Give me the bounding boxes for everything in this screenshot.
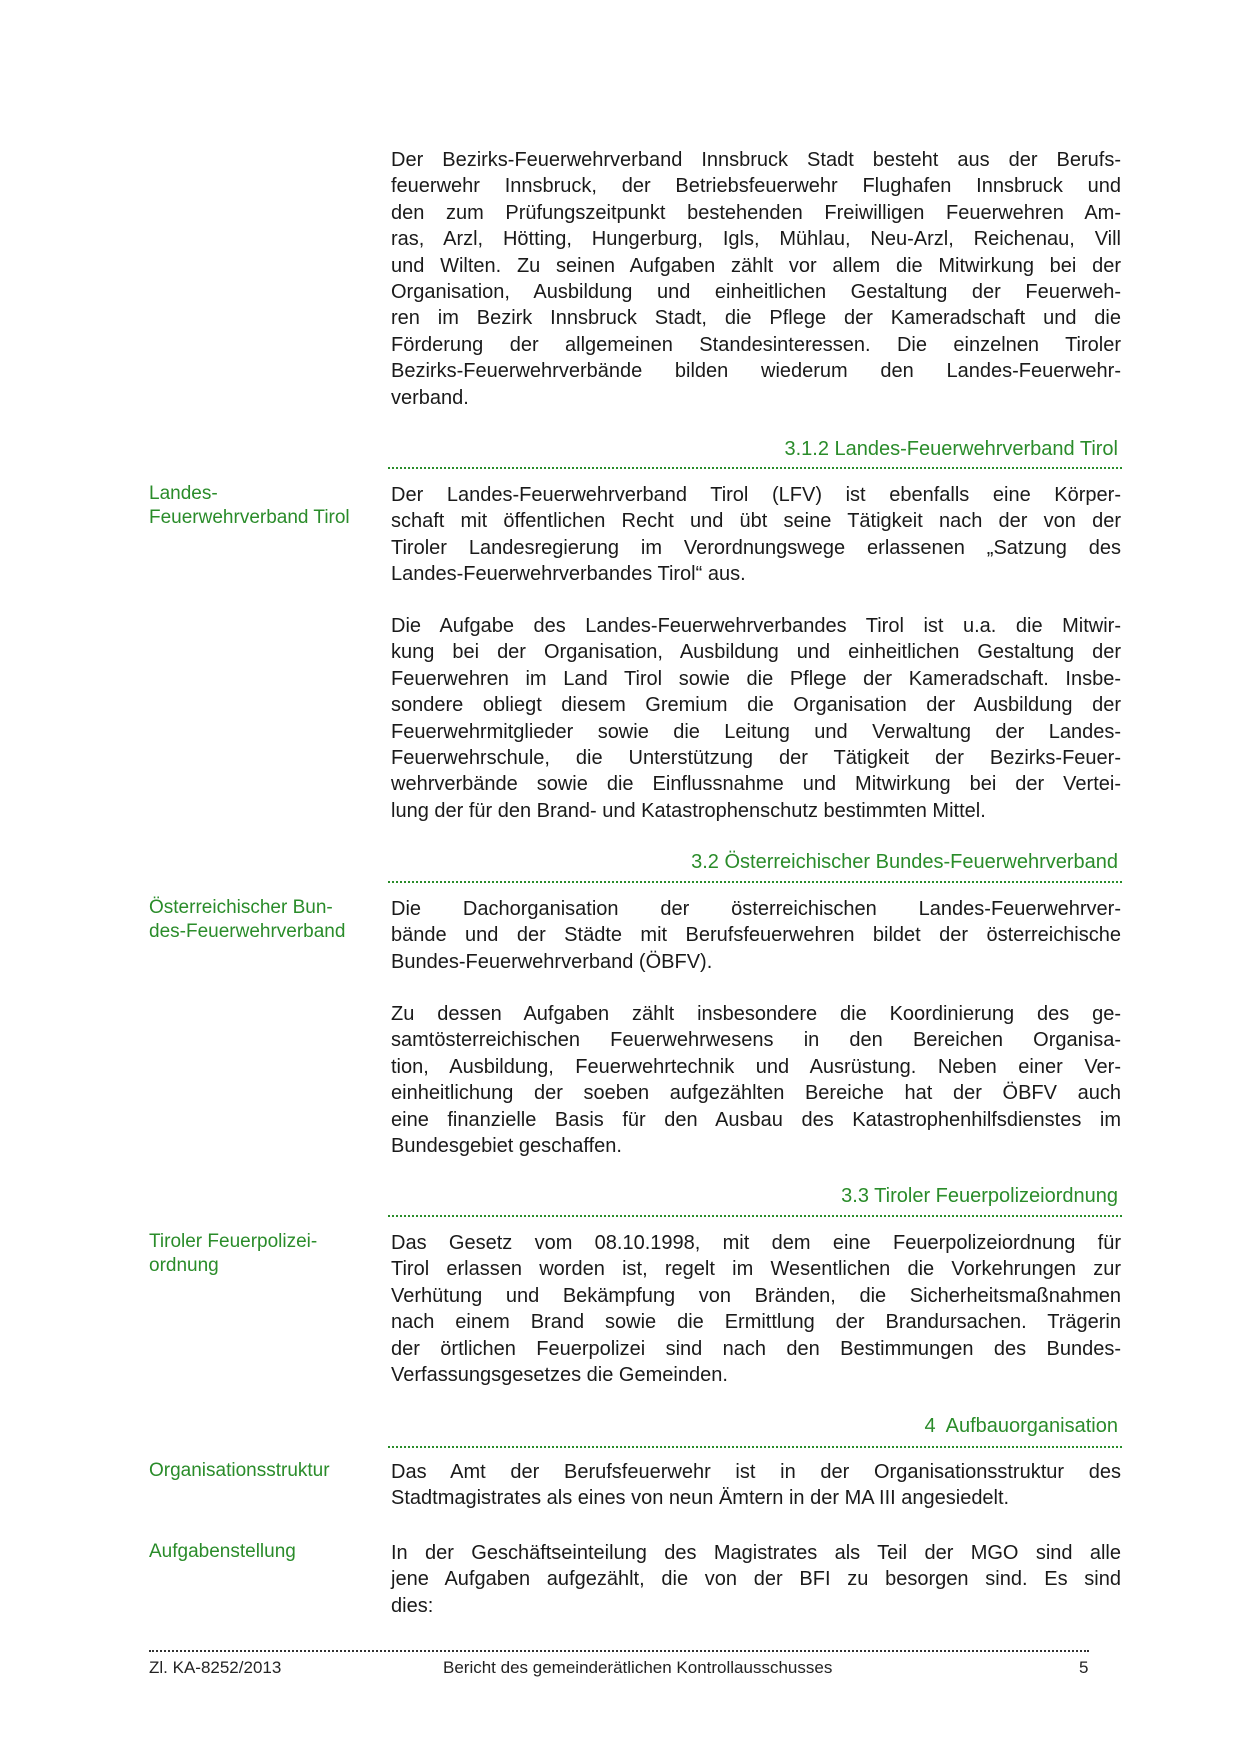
text-line: tion, Ausbildung, Feuerwehrtechnik und Ausrüstung. Neben einer Ver- [391,1055,1121,1078]
paragraph-aufgabenstellung [391,1540,1121,1619]
paragraph-lfv-aufgabe [391,613,1121,824]
heading-4: 4 Aufbauorganisation [924,1415,1118,1437]
margin-note-landes-feuerwehrverband [149,482,379,530]
text-line: Förderung der allgemeinen Standesinteressen. Die einzelnen Tiroler [391,333,1121,356]
margin-note-line: Landes- [149,483,218,504]
margin-note-line: des-Feuerwehrverband [149,921,346,942]
text-line: nach einem Brand sowie die Ermittlung der Brandursachen. Trägerin [391,1311,1121,1334]
page-number: 5 [1079,1658,1089,1677]
text-line: kung bei der Organisation, Ausbildung und einheitlichen Gestaltung der [391,641,1121,664]
text-line: wehrverbände sowie die Einflussnahme und Mitwirkung bei der Vertei- [391,773,1121,796]
text-line: einheitlichung der soeben aufgezählten Bereiche hat der ÖBFV auch [391,1082,1121,1105]
text-line: der örtlichen Feuerpolizei sind nach den Bestimmungen des Bundes- [391,1337,1121,1360]
text-line: schaft mit öffentlichen Recht und übt seine Tätigkeit nach der von der [391,510,1121,533]
margin-note-organisationsstruktur [149,1459,379,1483]
text-line: feuerwehr Innsbruck, der Betriebsfeuerwehr Flughafen Innsbruck und [391,175,1121,198]
text-line: Bezirks-Feuerwehrverbände bilden wiederum den Landes-Feuerwehr- [391,360,1121,383]
text-line: Bundesgebiet geschaffen. [391,1135,622,1158]
text-line: jene Aufgaben aufgezählt, die von der BFI zu besorgen sind. Es sind [391,1568,1121,1591]
text-line: Bundes-Feuerwehrverband (ÖBFV). [391,950,713,973]
text-line: lung der für den Brand- und Katastrophenschutz bestimmten Mittel. [391,799,986,822]
text-line: sondere obliegt diesem Gremium die Organisation der Ausbildung der [391,694,1121,717]
text-line: Die Aufgabe des Landes-Feuerwehrverbandes Tirol ist u.a. die Mitwir- [391,615,1121,637]
text-line: In der Geschäftseinteilung des Magistrates als Teil der MGO sind alle [391,1542,1121,1564]
text-line: Das Amt der Berufsfeuerwehr ist in der Organisationsstruktur des [391,1461,1121,1483]
text-line: und Wilten. Zu seinen Aufgaben zählt vor allem die Mitwirkung bei der [391,254,1121,277]
text-line: Feuerwehrschule, die Unterstützung der Tätigkeit der Bezirks-Feuer- [391,747,1121,770]
margin-note-line: Aufgabenstellung [149,1541,296,1562]
margin-note-line: Tiroler Feuerpolizei- [149,1231,318,1252]
margin-note-oebfv [149,896,379,944]
margin-note-aufgabenstellung [149,1540,379,1564]
text-line: dies: [391,1594,434,1617]
margin-note-line: Feuerwehrverband Tirol [149,507,350,528]
paragraph-lfv-intro [391,482,1121,588]
margin-note-line: Österreichischer Bun- [149,897,333,918]
text-line: Feuerwehren im Land Tirol sowie die Pflege der Kameradschaft. Insbe- [391,667,1121,690]
text-line: Der Landes-Feuerwehrverband Tirol (LFV) ist ebenfalls eine Körper- [391,484,1121,506]
footer-title: Bericht des gemeinderätlichen Kontrollausschusses [443,1658,833,1677]
text-line: Feuerwehrmitglieder sowie die Leitung und Verwaltung der Landes- [391,720,1121,743]
text-line: ren im Bezirk Innsbruck Stadt, die Pflege der Kameradschaft und die [391,307,1121,330]
text-line: Verfassungsgesetzes die Gemeinden. [391,1364,728,1387]
heading-3-3: 3.3 Tiroler Feuerpolizeiordnung [841,1185,1118,1207]
margin-note-line: Organisationsstruktur [149,1460,330,1481]
text-line: samtösterreichischen Feuerwehrwesens in den Bereichen Organisa- [391,1029,1121,1052]
paragraph-oebfv-intro [391,896,1121,975]
text-line: verband. [391,386,469,409]
text-line: Der Bezirks-Feuerwehrverband Innsbruck Stadt besteht aus der Berufs- [391,149,1121,171]
paragraph-feuerpolizeiordnung [391,1230,1121,1388]
heading-divider [388,881,1122,883]
text-line: Verhütung und Bekämpfung von Bränden, die Sicherheitsmaßnahmen [391,1284,1121,1307]
text-line: ras, Arzl, Hötting, Hungerburg, Igls, Mühlau, Neu-Arzl, Reichenau, Vill [391,228,1121,251]
margin-note-feuerpolizeiordnung [149,1230,379,1278]
paragraph-organisationsstruktur [391,1459,1121,1512]
footer-reference: Zl. KA-8252/2013 [149,1658,282,1677]
heading-divider [388,1215,1122,1217]
text-line: Zu dessen Aufgaben zählt insbesondere die Koordinierung des ge- [391,1003,1121,1025]
heading-divider [388,1446,1122,1448]
paragraph-oebfv-aufgaben [391,1001,1121,1159]
margin-note-line: ordnung [149,1255,219,1276]
text-line: bände und der Städte mit Berufsfeuerwehren bildet der österreichische [391,924,1121,947]
paragraph-bezirks-feuerwehrverband [391,147,1121,411]
text-line: Landes-Feuerwehrverbandes Tirol“ aus. [391,563,746,586]
text-line: den zum Prüfungszeitpunkt bestehenden Freiwilligen Feuerwehren Am- [391,201,1121,224]
text-line: Organisation, Ausbildung und einheitlichen Gestaltung der Feuerweh- [391,281,1121,304]
footer-divider [149,1650,1089,1652]
text-line: eine finanzielle Basis für den Ausbau des Katastrophenhilfsdienstes im [391,1108,1121,1131]
text-line: Das Gesetz vom 08.10.1998, mit dem eine Feuerpolizeiordnung für [391,1232,1121,1254]
heading-divider [388,467,1122,469]
text-line: Die Dachorganisation der österreichischen Landes-Feuerwehrver- [391,898,1121,920]
text-line: Stadtmagistrates als eines von neun Ämtern in der MA III angesiedelt. [391,1487,1010,1510]
text-line: Tiroler Landesregierung im Verordnungswege erlassenen „Satzung des [391,536,1121,559]
text-line: Tirol erlassen worden ist, regelt im Wesentlichen die Vorkehrungen zur [391,1258,1121,1281]
heading-3-1-2: 3.1.2 Landes-Feuerwehrverband Tirol [784,438,1118,460]
heading-3-2: 3.2 Österreichischer Bundes-Feuerwehrverband [691,851,1118,873]
